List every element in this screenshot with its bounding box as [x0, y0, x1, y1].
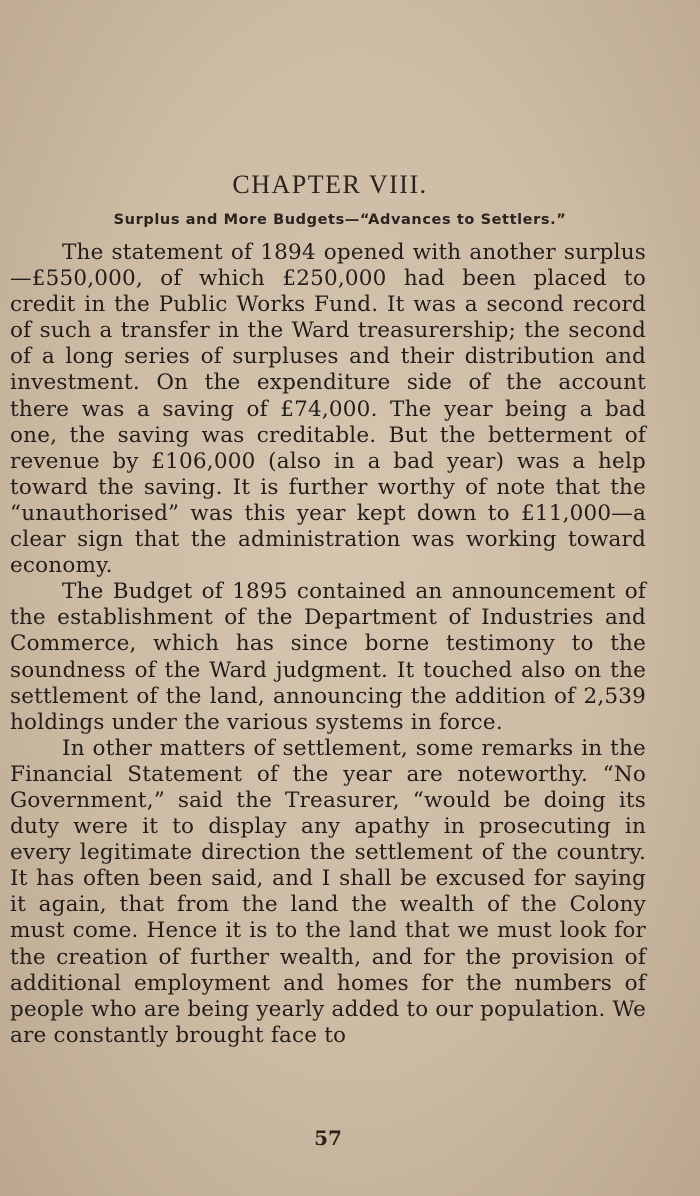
- body-text: [10, 240, 646, 1049]
- chapter-title: CHAPTER VIII.: [232, 170, 428, 199]
- paragraph: The statement of 1894 opened with another surplus—£550,000, of which £250,000 had been placed to credit in the Public Works Fund. It was a second record of such a transfer in the Ward treasurership; the second of a long series of surpluses and their distribution and investment. On the expenditure side of the account there was a saving of £74,000. The year being a bad one, the saving was creditable. But the betterment of revenue by £106,000 (also in a bad year) was a help toward the saving. It is further worthy of note that the “unauthorised” was this year kept down to £11,000—a clear sign that the administration was working toward economy.: [10, 240, 646, 579]
- paragraph: In other matters of settlement, some remarks in the Financial Statement of the year are noteworthy. “No Government,” said the Treasurer, “would be doing its duty were it to display any apathy in prosecuting in every legitimate direction the settlement of the country. It has often been said, and I shall be excused for saying it again, that from the land the wealth of the Colony must come. Hence it is to the land that we must look for the creation of further wealth, and for the provision of additional employment and homes for the numbers of people who are being yearly added to our population. We are constantly brought face to: [10, 735, 646, 1048]
- chapter-subtitle: Surplus and More Budgets—“Advances to Settlers.”: [113, 212, 567, 228]
- paragraph: The Budget of 1895 contained an announcement of the establishment of the Department of Industries and Commerce, which has since borne testimony to the soundness of the Ward judgment. It touched also on the settlement of the land, announcing the addition of 2,539 holdings under the various systems in force.: [10, 579, 646, 735]
- page-number: 57: [314, 1126, 342, 1150]
